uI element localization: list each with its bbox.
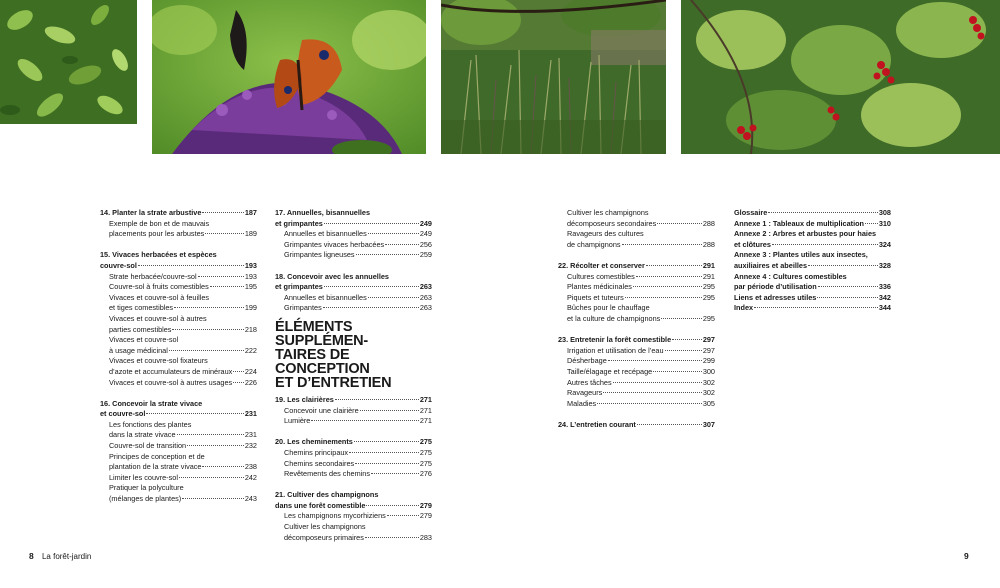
toc-column-3 — [558, 208, 715, 430]
chapter-title: Annexe 4 : Cultures comestibles — [734, 271, 847, 281]
toc-page-number: 249 — [419, 218, 432, 228]
toc-entry-label: Annuelles et bisannuelles — [284, 229, 367, 239]
grass-garden-photo — [441, 0, 666, 154]
footer-left — [29, 551, 91, 561]
chapter-entry — [734, 240, 891, 251]
leader-dots — [311, 420, 418, 421]
toc-entry-label: Désherbage — [567, 356, 607, 366]
leader-dots — [205, 233, 243, 234]
toc-page-number: 271 — [419, 405, 432, 415]
toc-entry-label: Limiter les couvre-sol — [109, 472, 178, 482]
toc-entry-text: Vivaces et couvre-sol à feuilles — [109, 292, 210, 302]
chapter-title: Annexe 2 : Arbres et arbustes pour haies — [734, 229, 877, 239]
toc-entry — [100, 430, 257, 441]
leader-dots — [613, 382, 702, 383]
toc-entry-label: Couvre-sol de transition — [109, 441, 187, 451]
toc-entry-label: Index — [734, 303, 754, 313]
toc-entry-label: Concevoir une clairière — [284, 405, 359, 415]
toc-page-number: 275 — [419, 437, 432, 447]
chapter-entry — [734, 208, 891, 219]
toc-entry-label: Liens et adresses utiles — [734, 292, 817, 302]
toc-entry — [100, 494, 257, 505]
toc-page-number: 295 — [702, 282, 715, 292]
toc-entry-label: placements pour les arbustes — [109, 229, 205, 239]
toc-page-number: 232 — [244, 441, 257, 451]
toc-entry-text: Vivaces et couvre-sol à autres — [109, 313, 207, 323]
leader-dots — [349, 452, 419, 453]
toc-page-number: 295 — [702, 313, 715, 323]
toc-entry-text: Vivaces et couvre-sol — [109, 335, 179, 345]
leader-dots — [172, 329, 243, 330]
toc-page-number: 231 — [244, 409, 257, 419]
chapter-entry — [275, 282, 432, 293]
toc-entry-label: et grimpantes — [275, 282, 323, 292]
toc-page-number: 231 — [244, 430, 257, 440]
chapter-entry — [100, 208, 257, 219]
toc-entry-label: Ravageurs — [567, 388, 603, 398]
toc-entry-text: Exemple de bon et de mauvais — [109, 218, 210, 228]
toc-page-number: 187 — [244, 208, 257, 217]
toc-entry — [275, 459, 432, 470]
toc-entry-label: Strate herbacée/couvre-sol — [109, 271, 197, 281]
toc-page-number: 308 — [878, 208, 891, 217]
toc-entry-label: 23. Entretenir la forêt comestible — [558, 335, 672, 345]
toc-entry-label: dans la strate vivace — [109, 430, 176, 440]
toc-entry — [100, 367, 257, 378]
section-title-line: ET D’ENTRETIEN — [275, 374, 392, 391]
toc-entry — [558, 293, 715, 304]
leader-dots — [360, 410, 419, 411]
toc-entry-label: Irrigation et utilisation de l’eau — [567, 345, 664, 355]
toc-entry-label: Maladies — [567, 398, 597, 408]
toc-entry-text: Vivaces et couvre-sol fixateurs — [109, 356, 208, 366]
toc-entry-label: décomposeurs primaires — [284, 532, 364, 542]
toc-page-number: 324 — [878, 239, 891, 249]
leader-dots — [808, 265, 878, 266]
leader-dots — [146, 413, 243, 414]
toc-entry — [100, 229, 257, 240]
leader-dots — [324, 223, 419, 224]
toc-entry-label: et clôtures — [734, 239, 771, 249]
toc-entry-label: dans une forêt comestible — [275, 500, 366, 510]
toc-spacer — [558, 325, 715, 336]
leader-dots — [169, 350, 244, 351]
toc-entry-text: Bûches pour le chauffage — [567, 303, 650, 313]
toc-entry-label: 20. Les cheminements — [275, 437, 353, 447]
toc-entry-label: couvre-sol — [100, 260, 137, 270]
chapter-entry — [100, 261, 257, 272]
leader-dots — [324, 286, 419, 287]
toc-entry — [275, 303, 432, 314]
section-title-line: TAIRES DE CONCEPTION — [275, 346, 370, 377]
chapter-title: 18. Concevoir avec les annuelles — [275, 271, 389, 281]
toc-page-number: 279 — [419, 500, 432, 510]
toc-entry — [558, 314, 715, 325]
toc-entry — [275, 240, 432, 251]
toc-entry — [100, 282, 257, 293]
chapter-entry — [558, 261, 715, 272]
toc-entry — [100, 462, 257, 473]
leader-dots — [653, 371, 702, 372]
toc-entry-text: Principes de conception et de — [109, 451, 205, 461]
toc-entry-label: Chemins principaux — [284, 447, 349, 457]
toc-entry-text: Pratiquer la polyculture — [109, 483, 184, 493]
toc-page-number: 288 — [702, 239, 715, 249]
toc-page-number: 302 — [702, 388, 715, 398]
leader-dots — [138, 265, 244, 266]
chapter-entry — [275, 437, 432, 448]
toc-entry-label: Lumière — [284, 416, 311, 426]
toc-page-number: 299 — [702, 356, 715, 366]
toc-entry-label: de champignons — [567, 239, 621, 249]
toc-page-number: 279 — [419, 511, 432, 521]
chapter-title: Annexe 3 : Plantes utiles aux insectes, — [734, 250, 868, 260]
toc-entry — [100, 441, 257, 452]
toc-page-number: 263 — [419, 303, 432, 313]
toc-entry-label: d’azote et accumulateurs de minéraux — [109, 366, 233, 376]
toc-entry-label: 22. Récolter et conserver — [558, 260, 645, 270]
leader-dots — [182, 498, 244, 499]
leader-dots — [233, 371, 244, 372]
toc-page-number: 193 — [244, 260, 257, 270]
leader-dots — [817, 297, 877, 298]
leader-dots — [633, 286, 702, 287]
leader-dots — [177, 434, 244, 435]
leader-dots — [174, 307, 244, 308]
toc-entry-label: Glossaire — [734, 208, 768, 217]
leader-dots — [818, 286, 878, 287]
leader-dots — [622, 244, 702, 245]
toc-spacer — [275, 261, 432, 272]
toc-page-number: 283 — [419, 532, 432, 542]
toc-entry — [100, 473, 257, 484]
toc-page-number: 189 — [244, 229, 257, 239]
chapter-entry — [558, 335, 715, 346]
toc-entry — [275, 406, 432, 417]
toc-page-number: 263 — [419, 292, 432, 302]
toc-spacer — [275, 427, 432, 438]
leader-dots — [366, 505, 418, 506]
butterfly-buddleia-photo — [152, 0, 426, 154]
toc-entry — [558, 272, 715, 283]
chapter-title: 21. Cultiver des champignons — [275, 490, 379, 500]
toc-page-number: 342 — [878, 292, 891, 302]
leader-dots — [368, 233, 419, 234]
toc-entry-label: Annuelles et bisannuelles — [284, 292, 367, 302]
toc-page-number: 275 — [419, 458, 432, 468]
chapter-entry — [275, 395, 432, 406]
toc-page-number: 249 — [419, 229, 432, 239]
toc-page-number: 271 — [419, 416, 432, 426]
toc-entry — [100, 272, 257, 283]
toc-entry-label: 14. Planter la strate arbustive — [100, 208, 202, 217]
leader-dots — [198, 276, 244, 277]
leader-dots — [657, 223, 702, 224]
toc-page-number: 310 — [878, 218, 891, 228]
toc-spacer — [558, 409, 715, 420]
leader-dots — [597, 403, 702, 404]
toc-entry — [275, 511, 432, 522]
toc-page-number: 344 — [878, 303, 891, 313]
toc-page-number: 295 — [702, 292, 715, 302]
toc-page-number: 336 — [878, 282, 891, 292]
leader-dots — [356, 254, 419, 255]
toc-entry-label: par période d’utilisation — [734, 282, 817, 292]
toc-entry-label: Couvre-sol à fruits comestibles — [109, 282, 209, 292]
toc-entry-label: 19. Les clairières — [275, 394, 334, 404]
leader-dots — [210, 286, 244, 287]
toc-page-number: 263 — [419, 282, 432, 292]
toc-page-number: 291 — [702, 271, 715, 281]
toc-page-number: 328 — [878, 260, 891, 270]
chapter-entry — [100, 409, 257, 420]
chapter-title: 15. Vivaces herbacées et espèces — [100, 250, 217, 260]
toc-page-number: 199 — [244, 303, 257, 313]
toc-entry — [275, 533, 432, 544]
leader-dots — [365, 537, 419, 538]
toc-page-number: 222 — [244, 345, 257, 355]
toc-entry-label: Grimpantes — [284, 303, 322, 313]
leader-dots — [335, 399, 419, 400]
leader-dots — [637, 424, 702, 425]
footer-right — [964, 551, 969, 561]
toc-page-number: 193 — [244, 271, 257, 281]
leader-dots — [385, 244, 419, 245]
toc-page-number: 195 — [244, 282, 257, 292]
toc-page-number: 243 — [244, 494, 257, 504]
toc-entry — [558, 346, 715, 357]
chapter-title: 17. Annuelles, bisannuelles — [275, 208, 371, 217]
toc-entry-label: Vivaces et couvre-sol à autres usages — [109, 377, 233, 387]
toc-entry-text: Ravageurs des cultures — [567, 229, 644, 239]
toc-entry — [275, 469, 432, 480]
toc-entry-label: à usage médicinal — [109, 345, 168, 355]
toc-column-2 — [275, 208, 432, 543]
toc-entry — [558, 378, 715, 389]
section-title-line: ÉLÉMENTS SUPPLÉMEN- — [275, 318, 369, 349]
toc-page-number: 256 — [419, 239, 432, 249]
toc-entry-label: Chemins secondaires — [284, 458, 355, 468]
toc-entry-text: Cultiver les champignons — [284, 522, 366, 532]
toc-entry — [100, 325, 257, 336]
toc-spacer — [275, 480, 432, 491]
toc-page-number: 226 — [244, 377, 257, 387]
leader-dots — [603, 392, 702, 393]
toc-spacer — [100, 240, 257, 251]
toc-entry — [275, 416, 432, 427]
toc-page-number: 300 — [702, 366, 715, 376]
toc-entry — [275, 448, 432, 459]
leader-dots — [772, 244, 878, 245]
toc-page-number: 297 — [702, 345, 715, 355]
toc-entry-label: Cultures comestibles — [567, 271, 635, 281]
toc-page-number: 291 — [702, 260, 715, 270]
toc-entry-label: Les champignons mycorhiziens — [284, 511, 386, 521]
leader-dots — [368, 297, 419, 298]
toc-entry-label: Annexe 1 : Tableaux de multiplication — [734, 218, 865, 228]
toc-entry — [275, 229, 432, 240]
toc-page-number: 238 — [244, 462, 257, 472]
chapter-entry — [734, 282, 891, 293]
toc-page-number: 288 — [702, 218, 715, 228]
toc-entry-label: Autres tâches — [567, 377, 612, 387]
leader-dots — [768, 212, 878, 213]
toc-spacer — [558, 250, 715, 261]
toc-entry-label: (mélanges de plantes) — [109, 494, 182, 504]
leader-dots — [202, 212, 243, 213]
toc-page-number: 218 — [244, 324, 257, 334]
redcurrant-photo — [681, 0, 1000, 154]
toc-column-4 — [734, 208, 891, 314]
toc-spacer — [100, 388, 257, 399]
toc-entry-label: Piquets et tuteurs — [567, 292, 624, 302]
toc-page-number: 242 — [244, 472, 257, 482]
leader-dots — [323, 307, 419, 308]
leader-dots — [625, 297, 702, 298]
chapter-entry — [734, 261, 891, 272]
toc-page-number: 297 — [702, 335, 715, 345]
chapter-title: 16. Concevoir la strate vivace — [100, 398, 203, 408]
toc-entry-text: Cultiver les champignons — [567, 208, 649, 217]
toc-entry — [558, 240, 715, 251]
toc-entry-label: et couvre-sol — [100, 409, 146, 419]
chapter-entry — [275, 501, 432, 512]
toc-entry — [558, 356, 715, 367]
right-page-number: 9 — [964, 551, 969, 561]
leader-dots — [387, 515, 419, 516]
toc-page-number: 307 — [702, 419, 715, 429]
toc-entry-label: plantation de la strate vivace — [109, 462, 202, 472]
toc-entry — [558, 399, 715, 410]
toc-entry-label: 24. L’entretien courant — [558, 419, 636, 429]
toc-entry — [558, 367, 715, 378]
toc-page-number: 305 — [702, 398, 715, 408]
chapter-entry — [734, 219, 891, 230]
toc-entry-label: Grimpantes vivaces herbacées — [284, 239, 385, 249]
leaves-photo — [0, 0, 137, 124]
leader-dots — [354, 441, 419, 442]
leader-dots — [665, 350, 702, 351]
leader-dots — [233, 382, 244, 383]
toc-entry — [275, 250, 432, 261]
toc-column-1 — [100, 208, 257, 505]
chapter-entry — [734, 293, 891, 304]
toc-entry — [558, 219, 715, 230]
chapter-entry — [558, 420, 715, 431]
toc-page-number: 259 — [419, 250, 432, 260]
toc-entry-label: Revêtements des chemins — [284, 469, 370, 479]
toc-entry-label: et la culture de champignons — [567, 313, 661, 323]
leader-dots — [754, 307, 878, 308]
book-title: La forêt-jardin — [41, 552, 92, 561]
section-title — [275, 320, 432, 390]
leader-dots — [371, 473, 419, 474]
toc-entry-label: et grimpantes — [275, 218, 323, 228]
leader-dots — [608, 360, 702, 361]
leader-dots — [636, 276, 702, 277]
toc-entry-label: Taille/élagage et recépage — [567, 366, 653, 376]
chapter-entry — [275, 219, 432, 230]
leader-dots — [187, 445, 244, 446]
leader-dots — [355, 463, 419, 464]
toc-page-number: 276 — [419, 469, 432, 479]
toc-entry — [558, 388, 715, 399]
left-page-number: 8 — [29, 551, 34, 561]
toc-entry-label: décomposeurs secondaires — [567, 218, 657, 228]
toc-entry — [275, 293, 432, 304]
leader-dots — [661, 318, 702, 319]
toc-page-number: 224 — [244, 366, 257, 376]
toc-entry-label: auxiliaires et abeilles — [734, 260, 808, 270]
leader-dots — [672, 339, 702, 340]
toc-entry — [558, 282, 715, 293]
toc-entry — [100, 346, 257, 357]
toc-entry-label: Plantes médicinales — [567, 282, 632, 292]
leader-dots — [179, 477, 244, 478]
toc-page-number: 271 — [419, 394, 432, 404]
leader-dots — [865, 223, 878, 224]
toc-entry-label: et tiges comestibles — [109, 303, 174, 313]
toc-entry-label: Grimpantes ligneuses — [284, 250, 355, 260]
toc-entry — [100, 303, 257, 314]
leader-dots — [202, 466, 243, 467]
toc-page-number: 275 — [419, 447, 432, 457]
toc-entry-label: parties comestibles — [109, 324, 172, 334]
toc-entry — [100, 378, 257, 389]
chapter-entry — [734, 303, 891, 314]
toc-entry-text: Les fonctions des plantes — [109, 419, 192, 429]
toc-page-number: 302 — [702, 377, 715, 387]
leader-dots — [646, 265, 702, 266]
